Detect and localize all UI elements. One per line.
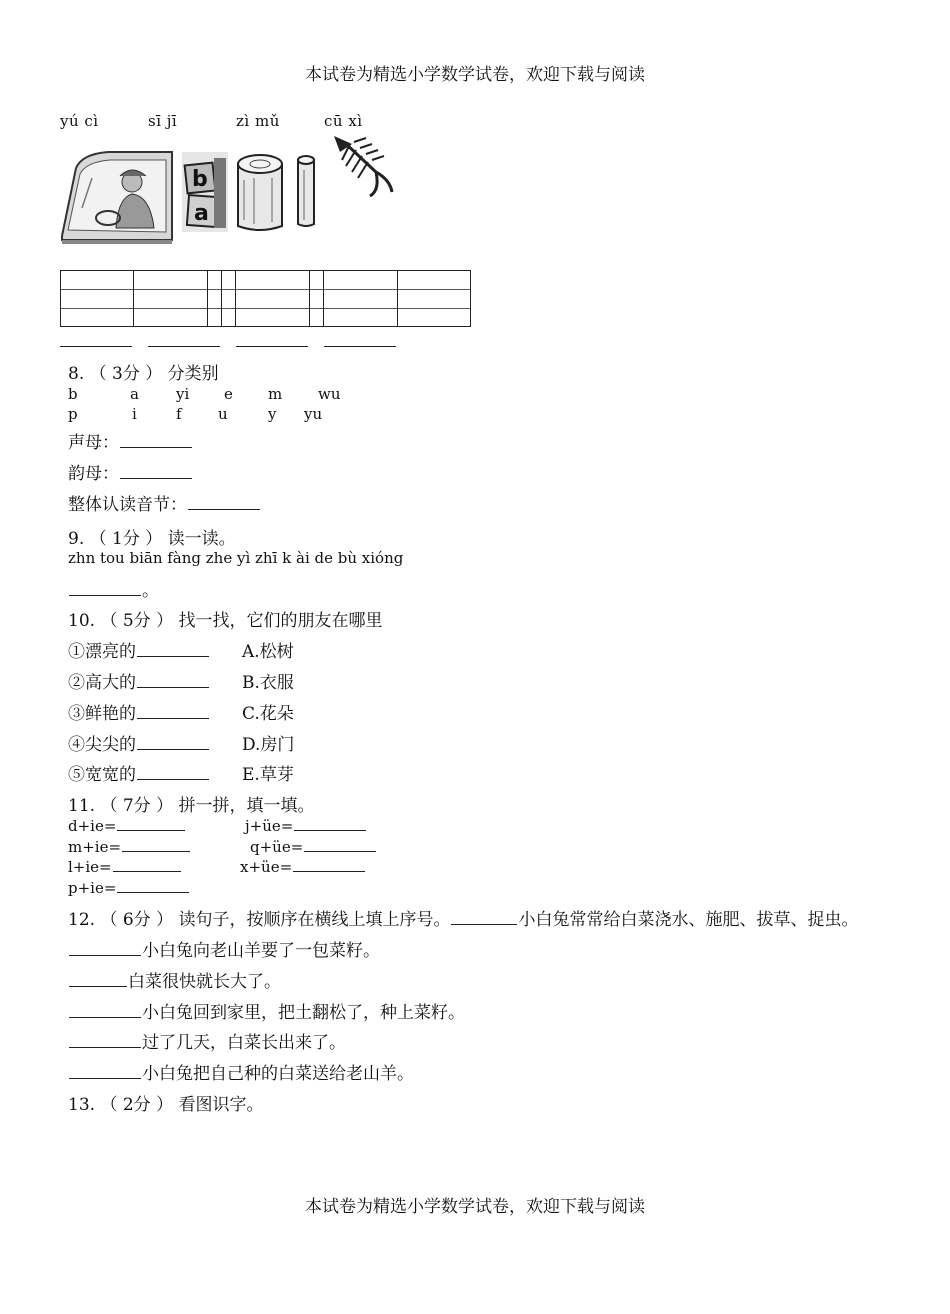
pinyin-writing-grid[interactable]: [60, 270, 471, 327]
q8-initials-line: 声母：: [68, 428, 193, 453]
q11-blank-d[interactable]: [117, 829, 185, 831]
q11-blank-x[interactable]: [293, 870, 365, 872]
q7-answer-blank-2[interactable]: [148, 346, 220, 347]
q11-blank-j[interactable]: [294, 829, 366, 831]
q12-sentence-4: 过了几天，白菜长出来了。: [68, 1028, 346, 1053]
q8-pinyin-row-2: p i f u y yu: [68, 405, 323, 423]
q9-answer-blank[interactable]: [69, 594, 141, 596]
q11-left-2: m+ie=: [68, 838, 191, 856]
logs-image: [232, 150, 322, 234]
q12-blank-2[interactable]: [69, 985, 127, 987]
q8-pinyin-row-1: b a yi e m wu: [68, 385, 341, 403]
q9-title: 9. （ 1分 ） 读一读。: [68, 529, 236, 549]
q10-item-4: ④尖尖的: [68, 730, 210, 755]
q11-blank-l[interactable]: [113, 870, 181, 872]
q11-left-1: d+ie=: [68, 817, 186, 835]
q7-answer-blank-3[interactable]: [236, 346, 308, 347]
q8-title: 8. （ 3分 ） 分类别: [68, 364, 219, 384]
q8-finals-line: 韵母：: [68, 459, 193, 484]
q10-blank-1[interactable]: [137, 655, 209, 657]
svg-text:b: b: [192, 167, 208, 192]
q7-pinyin-2: sī jī: [148, 112, 178, 130]
page-header: 本试卷为精选小学数学试卷，欢迎下载与阅读: [305, 65, 645, 85]
q11-title: 11. （ 7分 ） 拼一拼，填一填。: [68, 796, 315, 816]
svg-text:a: a: [194, 201, 209, 226]
q12-blank-1[interactable]: [69, 954, 141, 956]
q11-blank-q[interactable]: [304, 850, 376, 852]
q11-right-2: q+üe=: [250, 838, 377, 856]
q7-answer-blank-1[interactable]: [60, 346, 132, 347]
q12-sentence-2: 白菜很快就长大了。: [68, 967, 281, 992]
q11-right-3: x+üe=: [240, 858, 366, 876]
q12-sentence-5: 小白兔把自己种的白菜送给老山羊。: [68, 1059, 414, 1084]
q9-pinyin: zhn tou biān fàng zhe yì zhī k ài de bù xióng: [68, 549, 404, 567]
q12-blank-5[interactable]: [69, 1077, 141, 1079]
driver-in-car-image: [58, 148, 178, 244]
q10-item-3: ③鲜艳的: [68, 699, 210, 724]
q10-item-2: ②高大的: [68, 668, 210, 693]
q12-sentence-1: 小白兔向老山羊要了一包菜籽。: [68, 936, 380, 961]
q10-blank-3[interactable]: [137, 717, 209, 719]
q12-blank-3[interactable]: [69, 1016, 141, 1018]
q12-title-line: 12. （ 6分 ） 读句子，按顺序在横线上填上序号。 小白兔常常给白菜浇水、施肥、拔草、捉虫。: [68, 910, 859, 930]
q8-whole-syllables-line: 整体认读音节：: [68, 490, 261, 515]
q7-pinyin-3: zì mǔ: [236, 112, 280, 130]
q8-whole-syllables-blank[interactable]: [188, 508, 260, 510]
page-footer: 本试卷为精选小学数学试卷，欢迎下载与阅读: [305, 1197, 645, 1217]
letter-blocks-image: [180, 150, 230, 234]
fish-bone-image: [330, 130, 394, 200]
q7-pinyin-1: yú cì: [60, 112, 99, 130]
q10-option-a: A.松树: [242, 642, 294, 662]
q8-initials-blank[interactable]: [120, 446, 192, 448]
q10-blank-5[interactable]: [137, 778, 209, 780]
q10-option-d: D.房门: [242, 735, 295, 755]
q12-blank-4[interactable]: [69, 1046, 141, 1048]
q11-blank-p[interactable]: [117, 891, 189, 893]
q7-pinyin-4: cū xì: [324, 112, 363, 130]
q9-answer-line: 。: [68, 576, 159, 601]
q11-left-4: p+ie=: [68, 879, 190, 897]
q10-item-5: ⑤宽宽的: [68, 760, 210, 785]
q13-title: 13. （ 2分 ） 看图识字。: [68, 1095, 264, 1115]
q12-blank-0[interactable]: [451, 923, 517, 925]
q10-blank-2[interactable]: [137, 686, 209, 688]
q10-title: 10. （ 5分 ） 找一找，它们的朋友在哪里: [68, 611, 383, 631]
q8-finals-blank[interactable]: [120, 477, 192, 479]
q10-blank-4[interactable]: [137, 748, 209, 750]
q11-left-3: l+ie=: [68, 858, 182, 876]
q11-blank-m[interactable]: [122, 850, 190, 852]
q11-right-1: j+üe=: [245, 817, 367, 835]
q7-answer-blank-4[interactable]: [324, 346, 396, 347]
q12-sentence-3: 小白兔回到家里，把土翻松了，种上菜籽。: [68, 998, 465, 1023]
q10-option-e: E.草芽: [242, 765, 294, 785]
q10-option-c: C.花朵: [242, 704, 294, 724]
q10-option-b: B.衣服: [242, 673, 294, 693]
q10-item-1: ①漂亮的: [68, 637, 210, 662]
